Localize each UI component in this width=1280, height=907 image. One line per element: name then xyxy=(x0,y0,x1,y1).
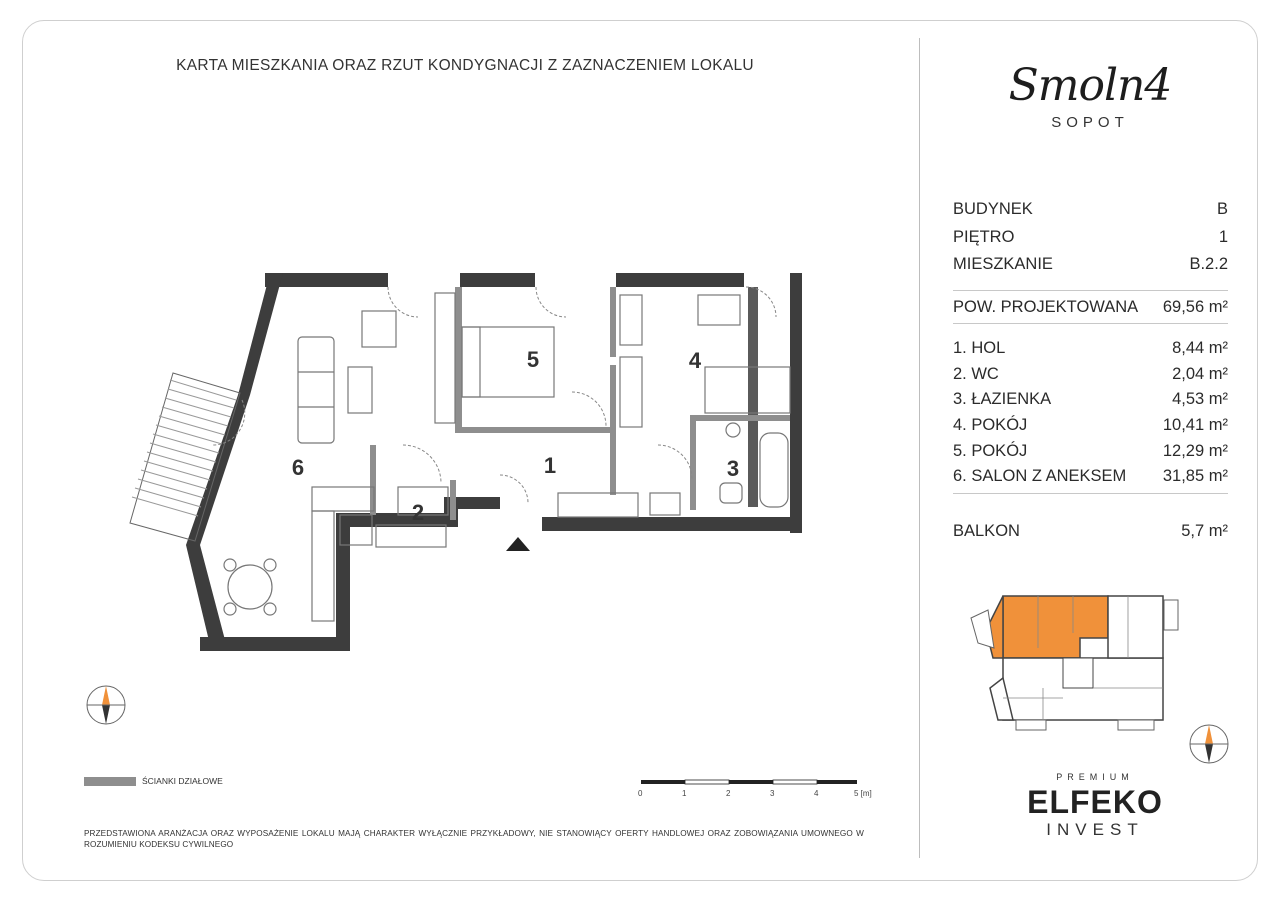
room-row xyxy=(953,362,1228,388)
room-number-4: 4 xyxy=(688,348,702,373)
room-list xyxy=(953,336,1228,490)
unit-details xyxy=(953,196,1228,279)
compass-icon xyxy=(1187,722,1231,766)
area-label: POW. PROJEKTOWANA xyxy=(953,297,1139,316)
partition-wall-swatch xyxy=(84,777,136,786)
room-number-5: 5 xyxy=(526,347,540,372)
compass-icon xyxy=(84,683,128,727)
building-key-plan xyxy=(968,588,1190,740)
disclaimer: PRZEDSTAWIONA ARANŻACJA ORAZ WYPOSAŻENIE LOKALU MAJĄ CHARAKTER WYŁĄCZNIE PRZYKŁADOWY, NIE STANOWIĄCY OFERTY HANDLOWEJ ORAZ ZOBOWIĄZANIA UMOWNEGO W ROZUMIENIU KODEKSU CYWILNEGO xyxy=(84,829,864,849)
brand-script: Smoln4 xyxy=(1008,60,1172,111)
scale-tick: 1 xyxy=(682,789,687,798)
furniture xyxy=(224,293,790,621)
floor-value: 1 xyxy=(1218,227,1228,246)
area-summary xyxy=(953,290,1228,324)
building-row xyxy=(953,196,1228,224)
unit-value: B.2.2 xyxy=(1189,255,1228,274)
entrance-arrow xyxy=(506,537,530,551)
scale-tick: 0 xyxy=(638,789,643,798)
exterior-walls xyxy=(186,273,802,651)
scale-bar xyxy=(636,778,872,808)
scale-tick: 3 xyxy=(770,789,775,798)
page-title: KARTA MIESZKANIA ORAZ RZUT KONDYGNACJI Z ZAZNACZENIEM LOKALU xyxy=(176,57,754,74)
room-label: 6. SALON Z ANEKSEM xyxy=(953,467,1127,486)
room-number-2: 2 xyxy=(411,500,425,525)
balcony-label: BALKON xyxy=(953,521,1020,540)
room-label: 5. POKÓJ xyxy=(953,441,1028,460)
developer-premium: PREMIUM xyxy=(1056,772,1134,782)
balcony-summary xyxy=(953,493,1228,568)
developer-invest: INVEST xyxy=(1046,820,1144,839)
unit-label: MIESZKANIE xyxy=(953,255,1053,274)
developer-name: ELFEKO xyxy=(1027,784,1163,820)
room-area: 12,29 m² xyxy=(1162,441,1228,460)
building-value: B xyxy=(1216,200,1228,219)
room-area: 8,44 m² xyxy=(1172,339,1228,358)
room-area: 4,53 m² xyxy=(1172,390,1228,409)
balcony-value: 5,7 m² xyxy=(1181,521,1228,540)
scale-tick: 5 [m] xyxy=(854,789,872,798)
room-label: 2. WC xyxy=(953,364,999,383)
building-label: BUDYNEK xyxy=(953,200,1033,219)
floor-row xyxy=(953,224,1228,252)
legend-label: ŚCIANKI DZIAŁOWE xyxy=(142,776,223,786)
room-row xyxy=(953,387,1228,413)
room-area: 10,41 m² xyxy=(1162,416,1228,435)
room-label: 1. HOL xyxy=(953,339,1006,358)
room-number-6: 6 xyxy=(291,455,305,480)
panel-divider xyxy=(919,38,920,858)
unit-row xyxy=(953,251,1228,279)
room-row xyxy=(953,464,1228,490)
area-row xyxy=(953,291,1228,323)
floor-label: PIĘTRO xyxy=(953,227,1015,246)
brand-logo xyxy=(990,60,1190,131)
partition-walls xyxy=(370,287,790,520)
scale-tick: 4 xyxy=(814,789,819,798)
room-area: 2,04 m² xyxy=(1172,364,1228,383)
room-number-1: 1 xyxy=(543,453,557,478)
room-area: 31,85 m² xyxy=(1162,467,1228,486)
scale-tick: 2 xyxy=(726,789,731,798)
room-number-3: 3 xyxy=(726,456,740,481)
brand-city: SOPOT xyxy=(1051,114,1129,131)
room-row xyxy=(953,413,1228,439)
balcony-row xyxy=(953,494,1228,568)
room-label: 3. ŁAZIENKA xyxy=(953,390,1052,409)
floor-plan xyxy=(150,265,810,665)
room-row xyxy=(953,438,1228,464)
developer-logo xyxy=(1025,772,1165,840)
divider xyxy=(953,323,1228,324)
room-label: 4. POKÓJ xyxy=(953,416,1028,435)
room-row xyxy=(953,336,1228,362)
area-value: 69,56 m² xyxy=(1162,297,1228,316)
